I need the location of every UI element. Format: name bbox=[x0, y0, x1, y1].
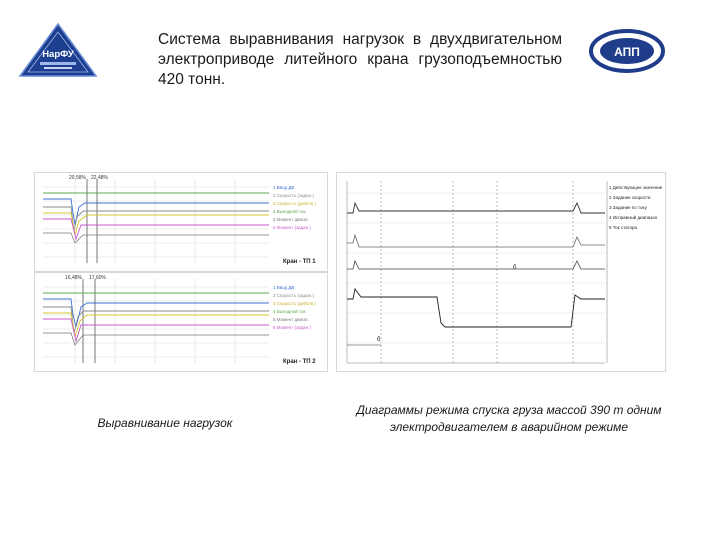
marker-a: 20,58% bbox=[69, 175, 86, 181]
legend-item: 1 Ввод ДВ bbox=[273, 285, 295, 290]
logo-right-text: АПП bbox=[614, 45, 640, 59]
marker-a: 16,48% bbox=[65, 275, 82, 281]
legend-item: 2 Задание скорости bbox=[609, 195, 651, 200]
legend-item: 2 Скорость (задан.) bbox=[273, 293, 314, 298]
legend-item: 3 Скорость (действ.) bbox=[273, 301, 317, 306]
legend-item: 5 Момент двигат. bbox=[273, 317, 309, 322]
page-title: Система выравнивания нагрузок в двухдвигательном электроприводе литейного крана грузоподъемностью 420 тонн. bbox=[158, 31, 562, 88]
legend-item: 4 Выходной ток bbox=[273, 309, 306, 314]
chart-load-tp2 bbox=[34, 272, 328, 372]
legend-item: 3 Скорость (действ.) bbox=[273, 201, 317, 206]
chart-label: Кран - ТП 2 bbox=[283, 359, 316, 365]
legend-item: 1 Действующее значение bbox=[609, 185, 663, 190]
mark-b: б bbox=[513, 265, 517, 271]
marker-b: 17,60% bbox=[89, 275, 106, 281]
legend-item: 5 Момент двигат. bbox=[273, 217, 309, 222]
legend-item: 6 Момент (задан.) bbox=[273, 225, 311, 230]
legend-item: 4 Выходной ток bbox=[273, 209, 306, 214]
legend-item: 4 Исправный диапазон bbox=[609, 215, 658, 220]
marker-b: 22,48% bbox=[91, 175, 108, 181]
chart-load-tp1 bbox=[34, 172, 328, 272]
chart-label: Кран - ТП 1 bbox=[283, 259, 316, 265]
logo-left-text: НарФУ bbox=[42, 49, 74, 60]
legend-item: 6 Момент (задан.) bbox=[273, 325, 311, 330]
chart-descent-mode bbox=[336, 172, 666, 372]
mark-a: б bbox=[377, 337, 381, 343]
legend-item: 3 Задание по току bbox=[609, 205, 647, 210]
caption-descent-diagram: Диаграммы режима спуска груза массой 390 т одним электродвигателем в аварийном режиме bbox=[356, 403, 662, 434]
legend-item: 1 Ввод ДВ bbox=[273, 185, 295, 190]
legend-item: 5 Ток статора bbox=[609, 225, 638, 230]
legend-item: 2 Скорость (задан.) bbox=[273, 193, 314, 198]
caption-load-balancing: Выравнивание нагрузок bbox=[97, 416, 233, 430]
university-logo bbox=[18, 22, 98, 78]
company-logo bbox=[588, 28, 666, 74]
